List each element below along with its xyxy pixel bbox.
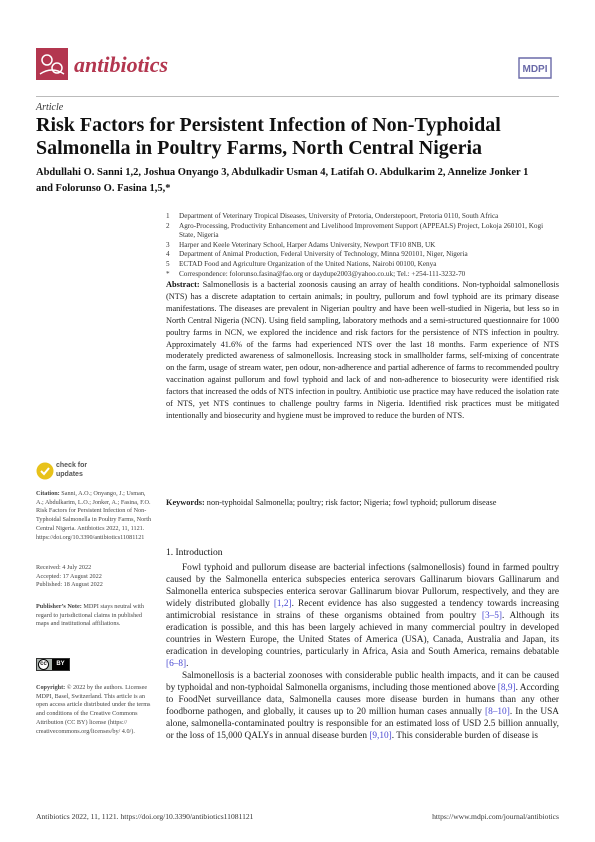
affiliation-item: 1 Department of Veterinary Tropical Diseases, University of Pretoria, Onderstepoort, Pretoria 0110, South Africa (166, 212, 499, 220)
paragraph: Fowl typhoid and pullorum disease are bacterial infections (salmonellosis) found in farmed poultry caused by the Salmonella enterica subspecies enterica serovars Gallinarum biovars Gallinarum and Salmonella enterica subspecies enterica serovar Gallinarum biovar Pullorum, respectively, and they are widely distributed globally [1,2]. Recent evidence has also suggested a tendency towards increasing antimicrobial resistance in strains of these organisms obtained from poultry [3–5]. Although its eradication is possible, and this has been largely achieved in many commercial poultry in developed countries in Western Europe, the United States of America (USA), Canada, Australia and Japan, its eradication in developing countries, particularly in Africa, Asia and South America, remains debatable [6–8]. (166, 563, 559, 669)
received-date: Received: 4 July 2022 (36, 564, 92, 571)
page-footer (36, 812, 559, 821)
abstract-label: Abstract: (166, 280, 200, 289)
citation-link[interactable]: [8,9] (497, 683, 516, 693)
article-title: Risk Factors for Persistent Infection of Non-Typhoidal Salmonella in Poultry Farms, North Central Nigeria (36, 114, 501, 159)
keywords (166, 497, 559, 509)
affiliation-item: 3 Harper and Keele Veterinary School, Harper Adams University, Newport TF10 8NB, UK (166, 240, 436, 249)
footer-citation[interactable]: Antibiotics 2022, 11, 1121. https://doi.org/10.3390/antibiotics11081121 (36, 812, 254, 821)
citation-link[interactable]: [1,2] (273, 599, 292, 609)
publisher-note-text: MDPI stays neutral with regard to jurisdictional claims in published maps and institutional affiliations. (36, 603, 144, 628)
citation-link[interactable]: [6–8] (166, 659, 187, 669)
check-for-updates-icon (36, 462, 54, 480)
copyright-block (36, 684, 154, 736)
publisher-note (36, 603, 154, 629)
footer-journal-url[interactable]: https://www.mdpi.com/journal/antibiotics (432, 812, 559, 821)
keywords-label: Keywords: (166, 498, 205, 507)
author-line: and Folorunso O. Fasina 1,5,* (36, 183, 171, 194)
keywords-text: non-typhoidal Salmonella; poultry; risk factor; Nigeria; fowl typhoid; pullorum disease (206, 498, 497, 507)
header-divider (36, 96, 559, 97)
correspondence[interactable]: * Correspondence: folorunso.fasina@fao.org or daydupe2003@yahoo.co.uk; Tel.: +254-111-3232-70 (166, 269, 466, 278)
publisher-name: MDPI (522, 64, 548, 75)
author-line: Abdullahi O. Sanni 1,2, Joshua Onyango 3, Abdulkadir Usman 4, Latifah O. Abdulkarim 2, Annelize Jonker 1 (36, 167, 529, 178)
copyright-text: © 2022 by the authors. Licensee MDPI, Basel, Switzerland. This article is an open access article distributed under the terms and conditions of the Creative Commons Attribution (CC BY) license (https:// creativecommons.org/licenses/by/ 4.0/). (36, 684, 151, 735)
citation-link[interactable]: [9,10] (369, 731, 392, 741)
article-type: Article (36, 102, 64, 113)
abstract (166, 279, 559, 422)
cc-icon: cc (38, 659, 49, 670)
abstract-text: Salmonellosis is a bacterial zoonosis causing an array of health conditions. Non-typhoidal salmonellosis (NTS) has a discrete adaptation to certain animals; in poultry, pullorum and fowl typhoid are its primary disease manifestations. The diseases are prevalent in Nigerian poultry and have been well-studied in Nigeria, but less so in North Central Nigeria (NCN). Using field sampling, laboratory methods and a semi-structured questionnaire for 1000 poultry farms in NCN, we explored the incidence and risk factors for the persistence of NTS infection in poultry. Approximately 41.6% of the farms had experienced NTS over the last 18 months. Farm experience of NTS moderately predicted awareness of salmonellosis. Increasing stock in smallholder farms, self-mixing of concentrate on the farm, usage of stream water, pen odour, non-adherence and partial adherence of farms to recommended poultry vaccination against pullorum and fowl typhoid and lack of and non-adherence to biosecurity were identified risk factors that increased the odds of NTS infection in poultry. Antibiotic use practice may have reduced the isolation rate of NTS, yet NTS continues to challenge poultry farms in Nigeria. Identified risk practices must be mitigated intentionally and biosecurity and hygiene must be improved to reduce the burden of NTS. (166, 280, 559, 420)
body-text (166, 562, 559, 742)
dates-block (36, 564, 154, 590)
publisher-note-label: Publisher’s Note: (36, 603, 82, 610)
check-for-updates-button[interactable] (36, 460, 96, 484)
citation-text: Sanni, A.O.; Onyango, J.; Usman, A.; Abdulkarim, L.O.; Jonker, A.; Fasina, F.O. Risk Factors for Persistent Infection of Non-Typhoidal Salmonella in Poultry Farms, North Central Nigeria. Antibiotics 2022, 11, 1121. https://doi.org/10.3390/antibiotics11081121 (36, 490, 152, 541)
check-label-1: check for (56, 462, 88, 469)
cc-by-license-badge[interactable] (36, 658, 70, 671)
affiliation-item: 2 Agro-Processing, Productivity Enhancement and Livelihood Improvement Support (APPEALS) Project, Lokoja 260101, Kogi State, Nigeria (166, 221, 544, 240)
affiliation-item: 4 Department of Animal Production, Federal University of Technology, Minna 920101, Niger, Nigeria (166, 250, 468, 259)
citation-block (36, 490, 154, 542)
journal-logo-icon (36, 48, 68, 80)
mdpi-logo-icon[interactable] (516, 56, 554, 80)
paragraph: Salmonellosis is a bacterial zoonoses with considerable public health impacts, and it can be caused by typhoidal and non-typhoidal Salmonella organisms, including those mentioned above [8,9]. According to FoodNet surveillance data, Salmonella causes more disease burden in humans than any other foodborne pathogen, and globally, it causes up to 20 million human cases annually [8–10]. In the USA alone, salmonella-contaminated poultry is responsible for an estimated loss of USD 2.5 billion annually, or the loss of 15,000 QALYs in annual disease burden [9,10]. This considerable burden of disease is (166, 671, 560, 741)
published-date: Published: 18 August 2022 (36, 581, 103, 589)
affiliation-list (166, 212, 561, 279)
copyright-label: Copyright: (36, 684, 66, 691)
by-icon: BY (52, 659, 69, 670)
accepted-date: Accepted: 17 August 2022 (36, 572, 102, 580)
author-list (36, 165, 559, 197)
journal-name[interactable]: antibiotics (74, 52, 169, 77)
citation-link[interactable]: [3–5] (481, 611, 503, 621)
citation-link[interactable]: [8–10] (485, 707, 510, 717)
check-label-2: updates (56, 471, 83, 478)
citation-label: Citation: (36, 490, 60, 497)
section-heading: 1. Introduction (166, 548, 223, 558)
affiliation-item: 5 ECTAD Food and Agriculture Organization of the United Nations, Nairobi 00100, Kenya (166, 259, 437, 268)
